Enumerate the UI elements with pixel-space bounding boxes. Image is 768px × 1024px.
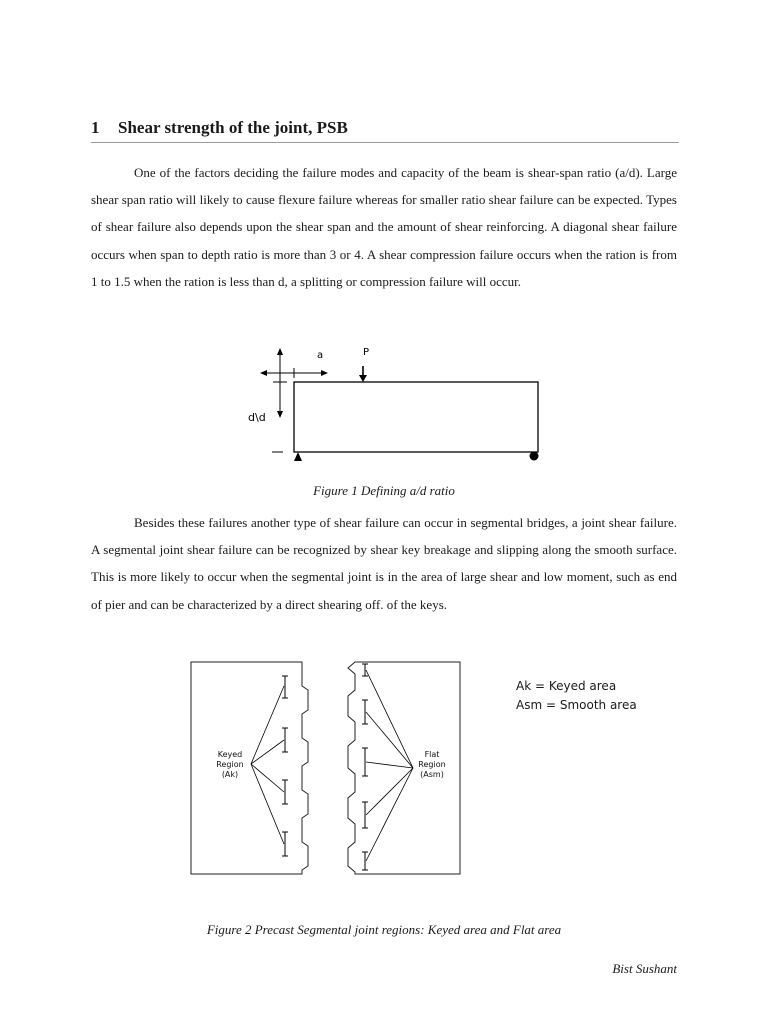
label-a: a — [317, 350, 324, 361]
legend-smooth-area: Asm = Smooth area — [516, 698, 637, 712]
beam-rect — [294, 382, 538, 452]
load-arrow-icon — [359, 375, 367, 382]
keyed-label-line2: Region — [216, 760, 244, 769]
keyed-label-line1: Keyed — [217, 750, 243, 759]
paragraph-shear-span: One of the factors deciding the failure modes and capacity of the beam is shear-span ratio (a/d). Large shear span ratio will likely to cause flexure failure whereas for smaller ratio shear failure can be expected. Types of shear failure also depends upon the shear span and the amount of shear reinforcing. A diagonal shear failure occurs when span to depth ratio is more than 3 or 4. A shear compression failure occurs when the ration is from 1 to 1.5 when the ration is less than d, a splitting or compression failure will occur. — [91, 165, 677, 289]
label-d: d\d — [248, 411, 266, 424]
section-heading — [91, 118, 679, 143]
flat-label-line1: Flat — [424, 750, 440, 759]
author-footer: Bist Sushant — [612, 961, 677, 976]
pin-support-icon — [294, 452, 302, 461]
figure-ad-ratio — [250, 340, 550, 470]
legend-keyed-area: Ak = Keyed area — [516, 679, 617, 693]
area-legend — [516, 677, 637, 715]
flat-label-line2: Region — [418, 760, 446, 769]
label-p: P — [363, 347, 370, 358]
arrow-down-icon — [277, 411, 283, 418]
flat-label-line3: (Asm) — [420, 770, 444, 779]
figure2-caption: Figure 2 Precast Segmental joint regions: Keyed area and Flat area — [206, 922, 562, 937]
figure1-caption: Figure 1 Defining a/d ratio — [313, 483, 455, 498]
keyed-segment-outline — [191, 662, 308, 874]
arrow-right-icon — [321, 370, 328, 376]
arrow-left-icon — [260, 370, 267, 376]
keyed-label-line3: (Ak) — [221, 770, 239, 779]
section-title: Shear strength of the joint, PSB — [118, 118, 348, 137]
section-number: 1 — [91, 118, 100, 137]
roller-support-icon — [530, 452, 539, 461]
arrow-up-icon — [277, 348, 283, 355]
figure-joint-regions — [185, 656, 465, 878]
paragraph-joint-shear: Besides these failures another type of shear failure can occur in segmental bridges, a joint shear failure. A segmental joint shear failure can be recognized by shear key breakage and slipping along the smooth surface. This is more likely to occur when the segmental joint is in the area of large shear and low moment, such as end of pier and can be characterized by a direct shearing off. of the keys. — [91, 515, 677, 612]
